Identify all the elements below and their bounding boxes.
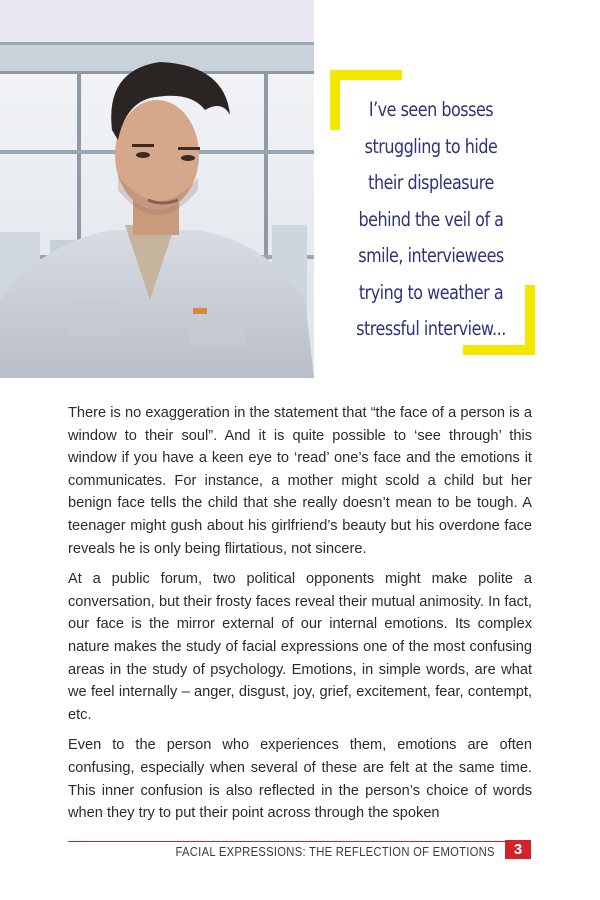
quote-line: smile, interviewees <box>358 244 504 267</box>
pull-quote <box>330 70 535 355</box>
paragraph: There is no exaggeration in the statement that “the face of a person is a window to their soul”. And it is quite possible to ‘see through’ this window if you have a keen eye to ‘read’ one’s face and the emotions it communicates. For instance, a mother might scold a child but her benign face tells the child that she really doesn’t mean to be tough. A teenager might gush about his girlfriend’s beauty but his overdone face reveals he is only being flirtatious, not sincere. <box>68 405 532 557</box>
page-number: 3 <box>505 840 531 859</box>
quote-line: behind the veil of a <box>358 207 504 231</box>
quote-line: stressful interview... <box>356 317 506 340</box>
quote-line: struggling to hide <box>364 134 498 158</box>
quote-bracket-top-left-vertical <box>330 70 340 130</box>
quote-line: their displeasure <box>368 171 494 194</box>
body-text <box>68 402 532 833</box>
running-title: FACIAL EXPRESSIONS: THE REFLECTION OF EMOTIONS <box>175 845 495 859</box>
portrait-photo <box>0 0 314 378</box>
quote-bracket-top-left <box>330 70 402 80</box>
quote-line: trying to weather a <box>358 280 504 304</box>
paragraph: At a public forum, two political opponents might make polite a conversation, but their frosty faces reveal their mutual animosity. In fact, our face is the mirror external of our internal emotions. Its complex nature makes the study of facial expressions one of the most confusing areas in the study of psychology. Emotions, in simple words, are what we feel internally – anger, disgust, joy, grief, excitement, fear, contempt, etc. <box>68 571 532 723</box>
portrait-photo-icon <box>0 0 314 378</box>
footer-rule <box>68 841 520 842</box>
quote-bracket-bottom-right-vertical <box>525 285 535 355</box>
pull-quote-text <box>353 92 509 348</box>
paragraph: Even to the person who experiences them, emotions are often confusing, especially when several of these are felt at the same time. This inner confusion is also reflected in the person’s choice of words when they try to put their point across through the spoken <box>68 737 532 822</box>
quote-line: I’ve seen bosses <box>368 98 494 121</box>
